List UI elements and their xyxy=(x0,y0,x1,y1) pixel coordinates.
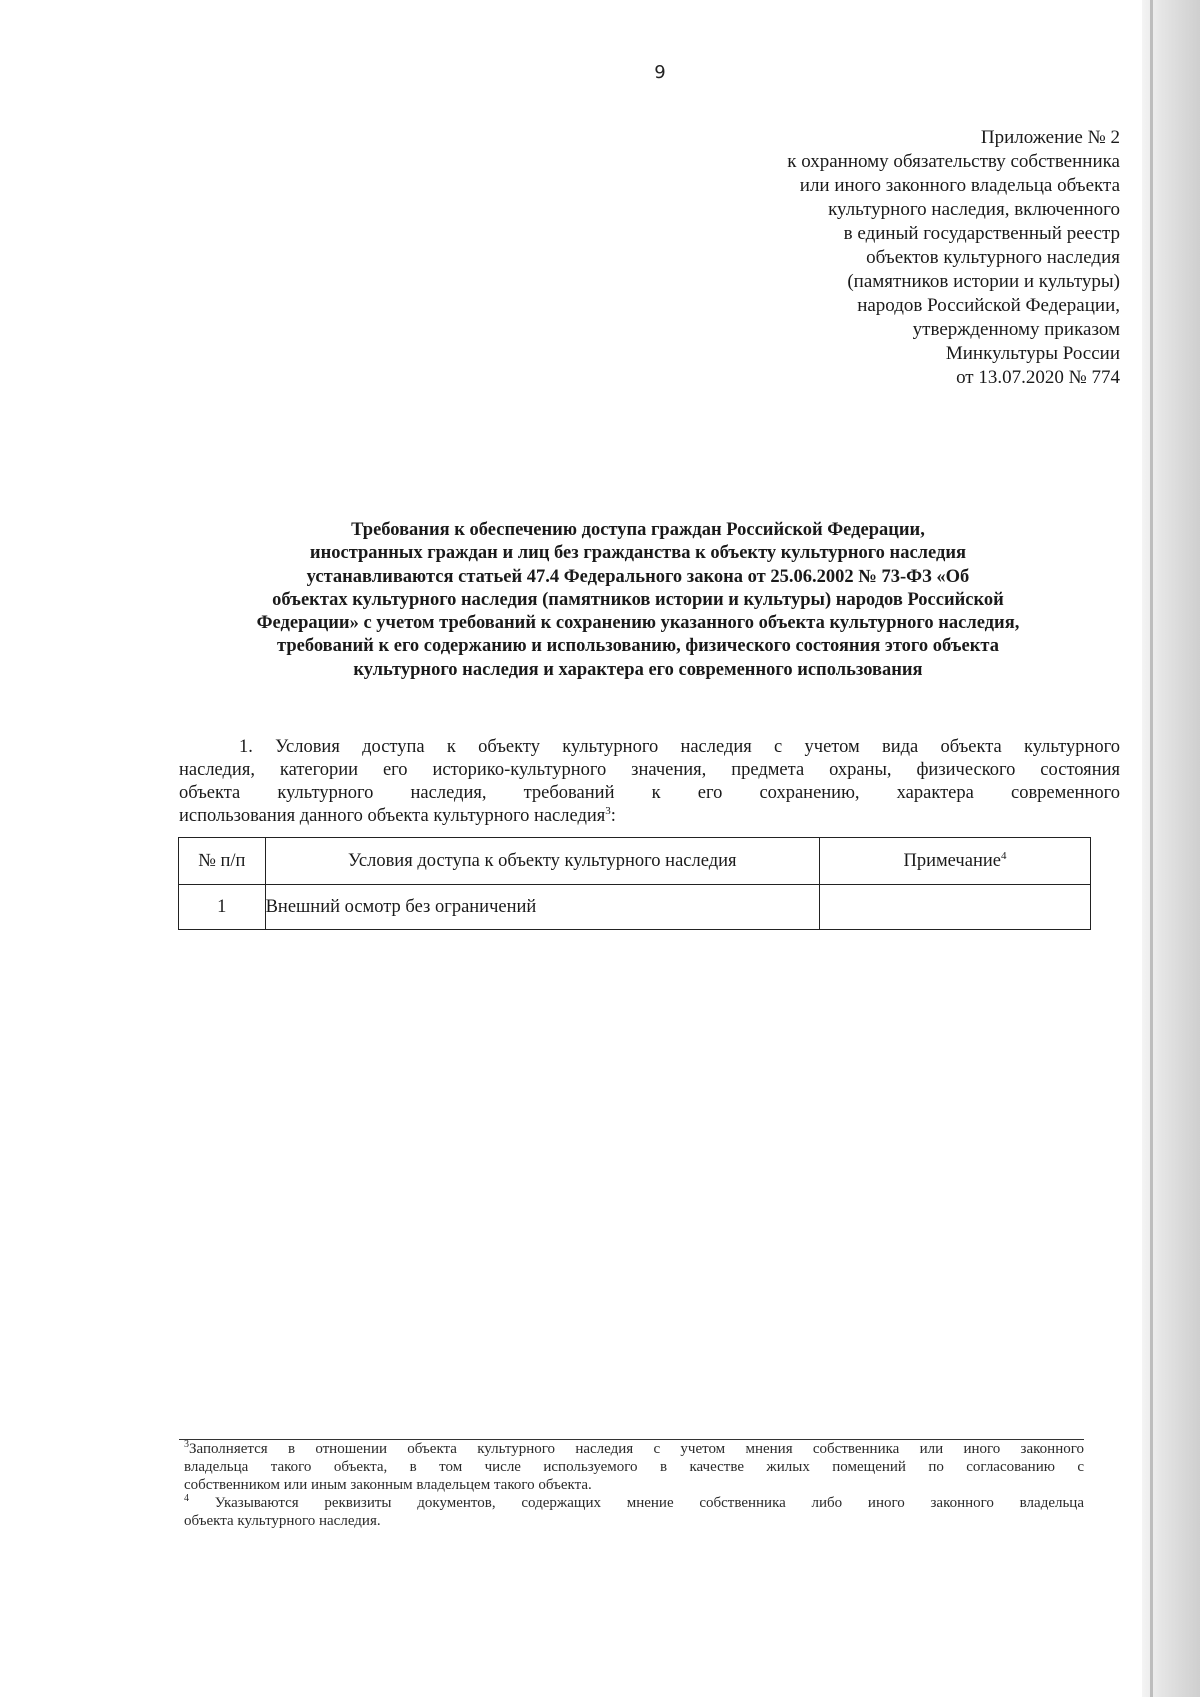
footnote-ref-4[interactable]: 4 xyxy=(1000,849,1007,862)
footnotes xyxy=(184,1440,1084,1530)
paragraph-line: использования данного объекта культурного наследия xyxy=(179,806,606,826)
appendix-line: объектов культурного наследия xyxy=(866,247,1120,268)
appendix-line: народов Российской Федерации, xyxy=(857,295,1120,316)
page-number: 9 xyxy=(654,62,666,83)
paragraph-line: объекта культурного наследия, требований к его сохранению, характера современного xyxy=(179,783,1120,803)
cell-number: 1 xyxy=(179,885,266,930)
title-line: иностранных граждан и лиц без гражданства к объекту культурного наследия xyxy=(309,543,967,564)
table-row xyxy=(179,885,1091,930)
document-title xyxy=(168,519,1108,682)
footnote-text: владельца такого объекта, в том числе используемого в качестве жилых помещений по согласованию с xyxy=(184,1459,1084,1475)
footnote-4-line xyxy=(184,1494,1084,1512)
scan-edge xyxy=(1142,0,1200,1697)
table-header-row xyxy=(179,838,1091,885)
header-note xyxy=(819,838,1090,885)
title-line: устанавливаются статьей 47.4 Федерального закона от 25.06.2002 № 73-ФЗ «Об xyxy=(306,566,970,587)
appendix-line: Приложение № 2 xyxy=(980,127,1120,148)
cell-note xyxy=(819,885,1090,930)
access-conditions-paragraph xyxy=(179,736,1120,828)
footnote-text: Указываются реквизиты документов, содержащих мнение собственника либо иного законного владельца xyxy=(214,1495,1084,1511)
paragraph-line: наследия, категории его историко-культурного значения, предмета охраны, физического состояния xyxy=(179,760,1120,780)
appendix-line: культурного наследия, включенного xyxy=(828,199,1120,220)
appendix-line: или иного законного владельца объекта xyxy=(799,175,1120,196)
appendix-block xyxy=(560,126,1120,390)
paragraph-line: 1. Условия доступа к объекту культурного наследия с учетом вида объекта культурного xyxy=(239,737,1120,757)
header-conditions: Условия доступа к объекту культурного наследия xyxy=(265,838,819,885)
appendix-line: (памятников истории и культуры) xyxy=(847,271,1120,292)
header-number: № п/п xyxy=(179,838,266,885)
paragraph-line-last xyxy=(179,805,1120,828)
appendix-line: утвержденному приказом xyxy=(912,319,1120,340)
footnote-text: Заполняется в отношении объекта культурного наследия с учетом мнения собственника или иного законного xyxy=(189,1441,1084,1457)
appendix-line: к охранному обязательству собственника xyxy=(787,151,1120,172)
title-line: объектах культурного наследия (памятников истории и культуры) народов Российской xyxy=(272,589,1004,610)
footnote-3-marker: 3 xyxy=(184,1439,189,1450)
header-note-label: Примечание xyxy=(903,850,1001,871)
title-line: Требования к обеспечению доступа граждан Российской Федерации, xyxy=(351,520,925,540)
title-line: Федерации» с учетом требований к сохранению указанного объекта культурного наследия, xyxy=(256,613,1020,634)
footnote-4-marker: 4 xyxy=(184,1493,189,1504)
appendix-line: от 13.07.2020 № 774 xyxy=(956,367,1120,388)
footnote-text: собственником или иным законным владельцем такого объекта. xyxy=(184,1477,592,1493)
appendix-line: Минкультуры России xyxy=(945,343,1120,364)
paragraph-end-punct: : xyxy=(610,806,616,826)
access-conditions-table xyxy=(178,837,1091,930)
footnote-text: объекта культурного наследия. xyxy=(184,1513,381,1529)
title-line: требований к его содержанию и использованию, физического состояния этого объекта xyxy=(277,636,999,657)
footnote-3-line xyxy=(184,1440,1084,1458)
footnote-ref-3[interactable]: 3 xyxy=(605,804,611,817)
cell-conditions: Внешний осмотр без ограничений xyxy=(265,885,819,930)
title-line: культурного наследия и характера его современного использования xyxy=(353,659,923,680)
appendix-line: в единый государственный реестр xyxy=(843,223,1120,244)
